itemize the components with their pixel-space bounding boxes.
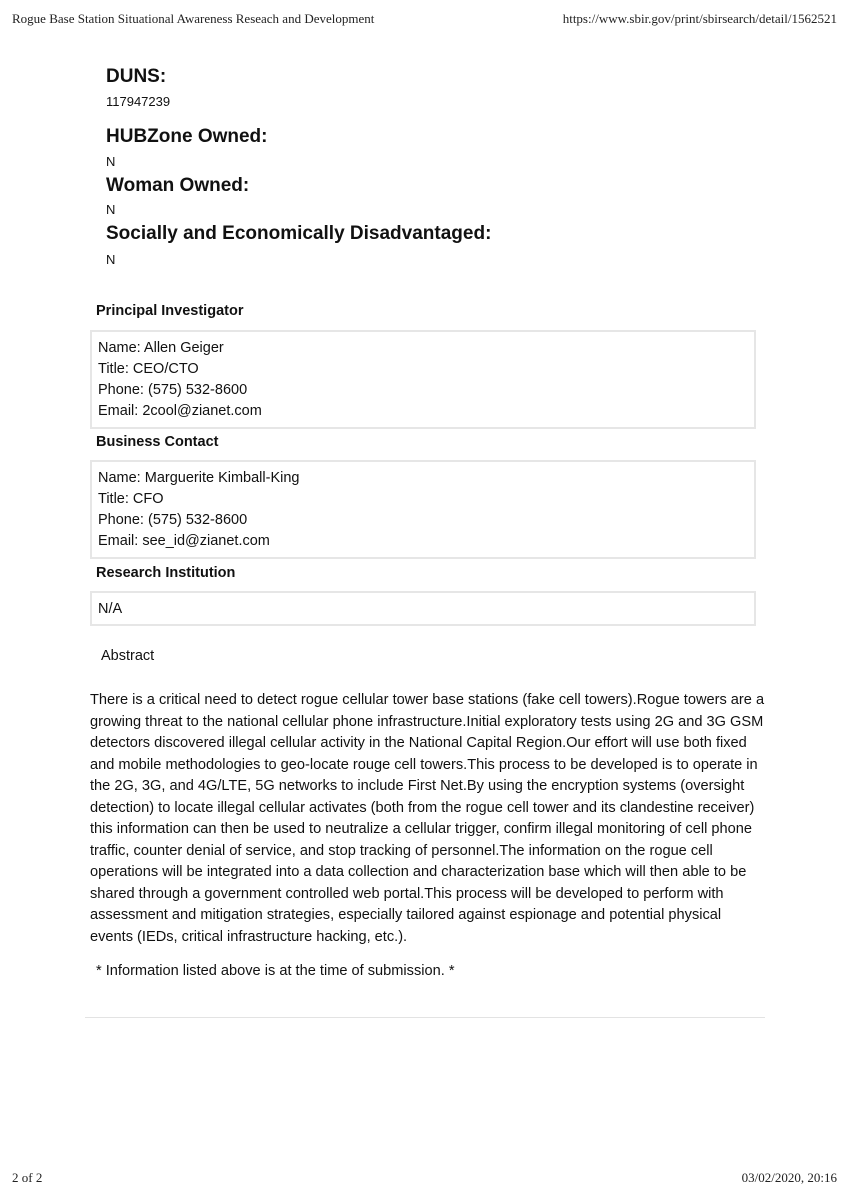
pi-email: Email: 2cool@zianet.com <box>98 403 262 419</box>
print-footer-datetime: 03/02/2020, 20:16 <box>741 1170 837 1185</box>
print-footer-page: 2 of 2 <box>12 1170 43 1185</box>
bc-name: Name: Marguerite Kimball-King <box>98 470 300 486</box>
pi-phone: Phone: (575) 532-8600 <box>98 382 248 398</box>
research-institution-heading: Research Institution <box>96 565 236 581</box>
research-institution-value: N/A <box>98 601 123 617</box>
research-institution-box <box>90 591 756 626</box>
duns-value: 117947239 <box>106 94 171 109</box>
woman-owned-label: Woman Owned: <box>106 175 250 196</box>
abstract-heading: Abstract <box>101 648 155 664</box>
duns-label: DUNS: <box>106 66 167 87</box>
pi-name: Name: Allen Geiger <box>98 340 224 356</box>
pi-title: Title: CEO/CTO <box>98 361 199 377</box>
principal-investigator-box <box>90 330 756 429</box>
principal-investigator-heading: Principal Investigator <box>96 303 244 319</box>
abstract-text: There is a critical need to detect rogue cellular tower base stations (fake cell towers).Rogue towers are a growing threat to the national cellular phone infrastructure.Initial exploratory tests using 2G and 3G GSM detectors discovered illegal cellular activity in the National Capital Region.Our effort will use both fixed and mobile methodologies to geo-locate rouge cell towers.This process to be developed is to operate in the 2G, 3G, and 4G/LTE, 5G networks to include First Net.By using the encryption systems (oversight detection) to locate illegal cellular activates (both from the rogue cell tower and its clandestine receiver) this information can then be used to neutralize a cellular trigger, confirm illegal monitoring of cell phone traffic, counter denial of service, and stop tracking of personnel.The information on the rogue cell operations will be integrated into a data collection and characterization base which will then able to be shared through a government controlled web portal.This process will be developed to perform with assessment and mitigation strategies, especially tailored against espionage and potential physical events (IEDs, critical infrastructure hacking, etc.). <box>90 692 765 945</box>
bc-phone: Phone: (575) 532-8600 <box>98 512 248 528</box>
divider <box>85 1017 765 1018</box>
bc-title: Title: CFO <box>98 491 164 507</box>
print-header-title: Rogue Base Station Situational Awareness Reseach and Development <box>12 11 375 26</box>
business-contact-heading: Business Contact <box>96 434 219 450</box>
hubzone-label: HUBZone Owned: <box>106 126 268 147</box>
submission-note: * Information listed above is at the time of submission. * <box>96 963 455 979</box>
hubzone-value: N <box>106 154 116 169</box>
disadvantaged-label: Socially and Economically Disadvantaged: <box>106 223 492 244</box>
bc-email: Email: see_id@zianet.com <box>98 533 270 549</box>
business-contact-box <box>90 460 756 559</box>
woman-owned-value: N <box>106 202 116 217</box>
print-header-url: https://www.sbir.gov/print/sbirsearch/detail/1562521 <box>562 11 837 26</box>
disadvantaged-value: N <box>106 252 116 267</box>
